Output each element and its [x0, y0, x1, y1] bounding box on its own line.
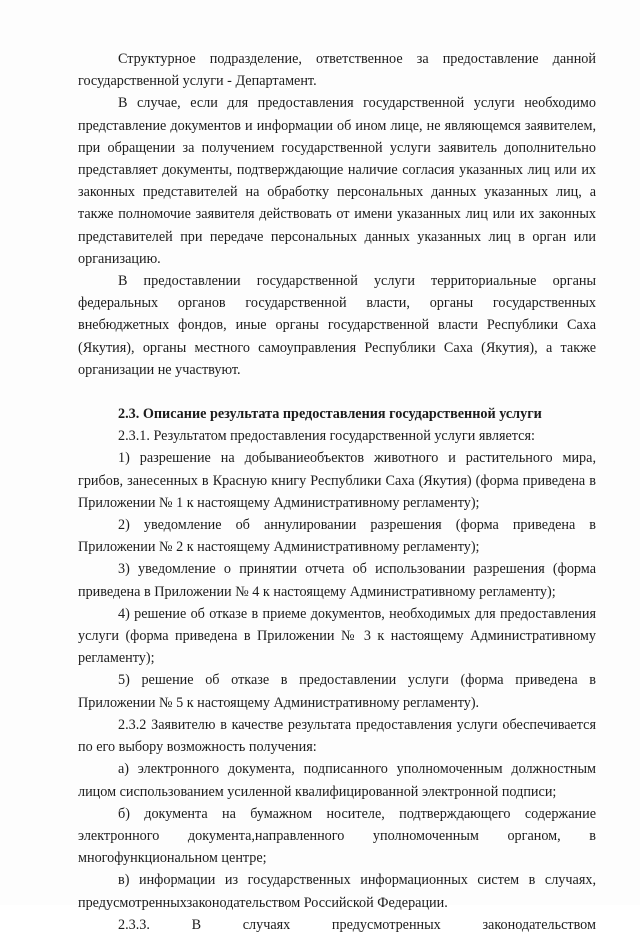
list-item-permit: 1) разрешение на добываниеобъектов животного и растительного мира, грибов, занесенных в Красную книгу Республики Саха (Якутия) (форма приведена в Приложении № 1 к настоящему Административному регламенту);	[78, 450, 596, 511]
list-item-annulment-notice: 2) уведомление об аннулировании разрешения (форма приведена в Приложении № 2 к настоящему Административному регламенту);	[78, 517, 596, 556]
option-state-systems-info: в) информации из государственных информационных систем в случаях, предусмотренныхзаконодательством Российской Федерации.	[78, 872, 596, 911]
list-item-service-refusal: 5) решение об отказе в предоставлении услуги (форма приведена в Приложении № 5 к настоящему Административному регламенту).	[78, 672, 596, 711]
paragraph-cut-off: 2.3.3. В случаях предусмотренных законодательством	[118, 916, 596, 933]
paragraph-non-participating-bodies: В предоставлении государственной услуги территориальные органы федеральных органов государственной власти, органы государственных внебюджетных фондов, иные органы государственной власти Республики Саха (Якутия), органы местного самоуправления Республики Саха (Якутия), а также организации не участвуют.	[78, 273, 596, 378]
option-electronic-document: а) электронного документа, подписанного уполномоченным должностным лицом сиспользованием усиленной квалифицированной электронной подписи;	[78, 761, 596, 800]
section-heading: 2.3. Описание результата предоставления государственной услуги	[118, 406, 542, 423]
document-body	[78, 48, 596, 936]
paragraph-result-options: 2.3.2 Заявителю в качестве результата предоставления услуги обеспечивается по его выбору возможность получения:	[78, 716, 596, 756]
list-item-report-acceptance: 3) уведомление о принятии отчета об использовании разрешения (форма приведена в Приложении № 4 к настоящему Административному регламенту);	[78, 561, 596, 600]
paragraph-result-intro: 2.3.1. Результатом предоставления государственной услуги является:	[118, 428, 535, 445]
option-paper-document: б) документа на бумажном носителе, подтверждающего содержание электронного документа,направленного уполномоченным органом, в многофункциональном центре;	[78, 805, 596, 867]
list-item-document-refusal: 4) решение об отказе в приеме документов, необходимых для предоставления услуги (форма приведена в Приложении № 3 к настоящему Административному регламенту);	[78, 605, 596, 667]
paragraph-other-person-documents: В случае, если для предоставления государственной услуги необходимо представление документов и информации об ином лице, не являющемся заявителем, при обращении за получением государственной услуги заявитель дополнительно представляет документы, подтверждающие наличие согласия указанных лиц или их законных представителей на обработку персональных данных указанных лиц, а также полномочие заявителя действовать от имени указанных лиц или их законных представителей при передаче персональных данных указанных лиц в орган или организацию.	[78, 95, 596, 267]
paragraph-structural-unit: Структурное подразделение, ответственное за предоставление данной государственной услуги - Департамент.	[78, 51, 596, 90]
